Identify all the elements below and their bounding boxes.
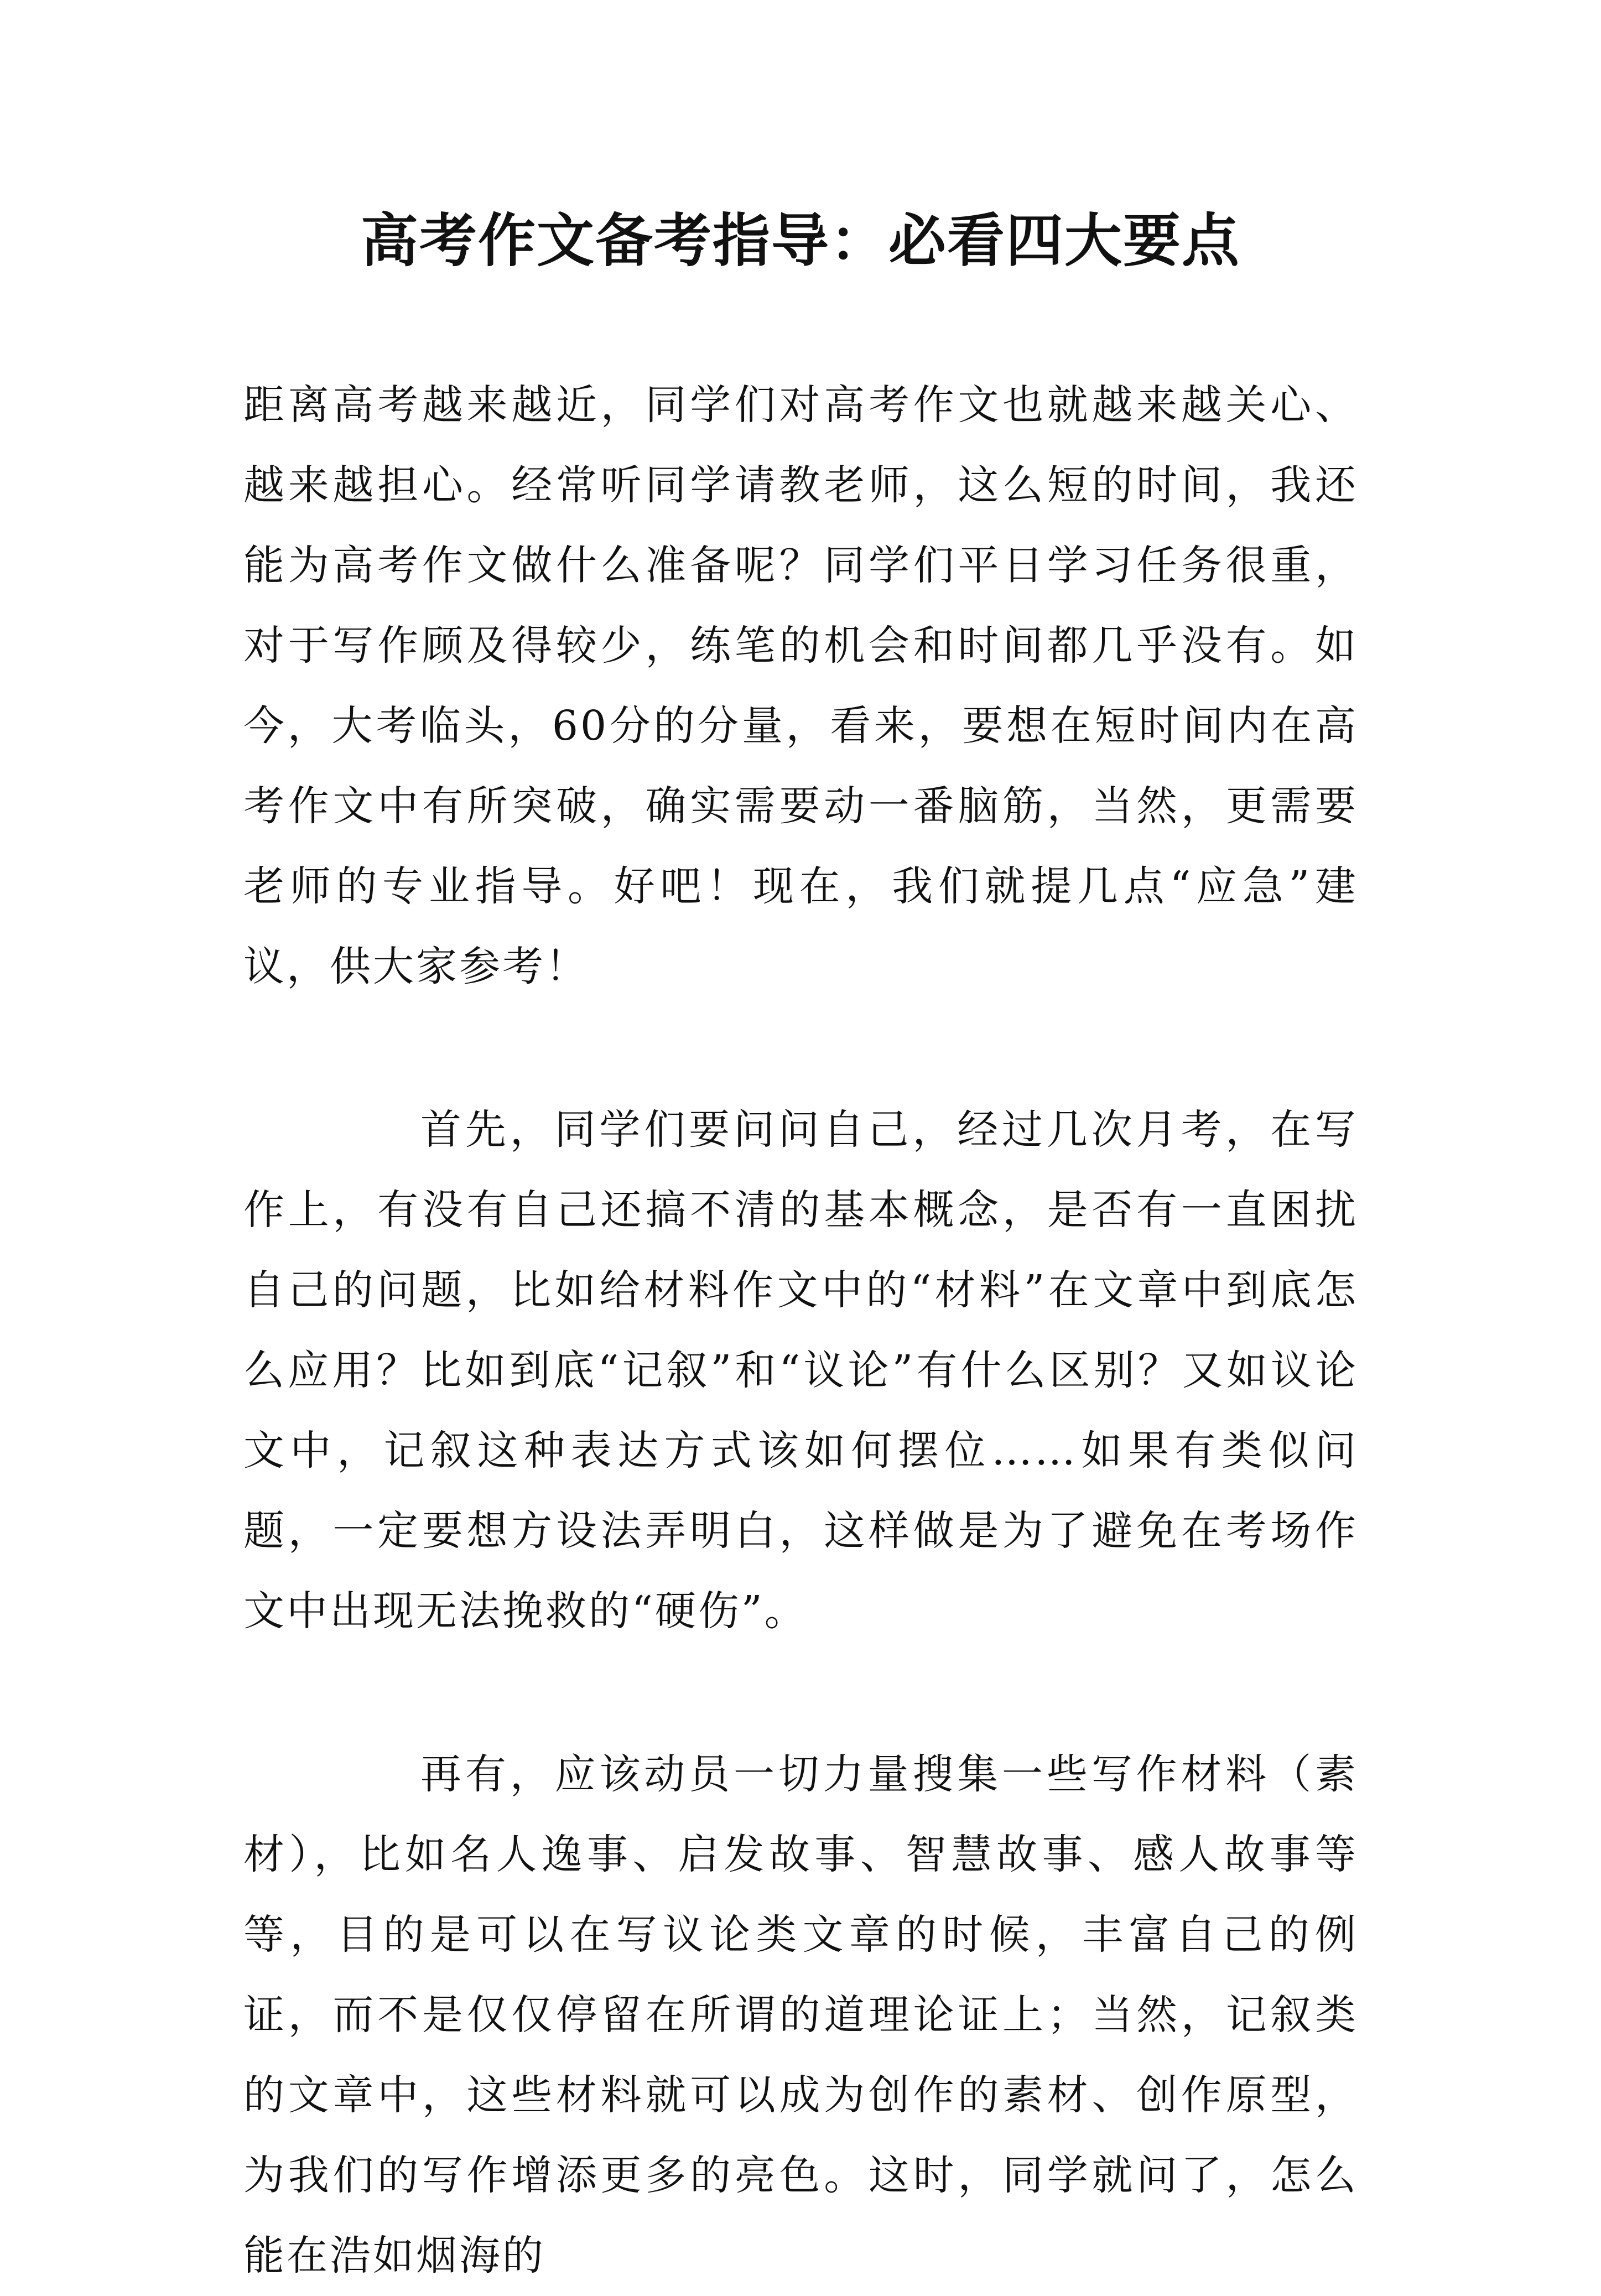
paragraph-intro: 距离高考越来越近，同学们对高考作文也就越来越关心、越来越担心。经常听同学请教老师，这么短的时间，我还能为高考作文做什么准备呢？同学们平日学习任务很重，对于写作顾及得较少，练笔的机会和时间都几乎没有。如今，大考临头，60分的分量，看来，要想在短时间内在高考作文中有所突破，确实需要动一番脑筋，当然，更需要老师的专业指导。好吧！现在，我们就提几点“应急”建议，供大家参考！	[243, 381, 1358, 990]
paragraph-first-point: 首先，同学们要问问自己，经过几次月考，在写作上，有没有自己还搞不清的基本概念，是否有一直困扰自己的问题，比如给材料作文中的“材料”在文章中到底怎么应用？比如到底“记叙”和“议论”有什么区别？又如议论文中，记叙这种表达方式该如何摆位……如果有类似问题，一定要想方设法弄明白，这样做是为了避免在考场作文中出现无法挽救的“硬伤”。	[243, 1106, 1358, 1635]
document-body	[243, 365, 1358, 2296]
paragraph-second-point: 再有，应该动员一切力量搜集一些写作材料（素材），比如名人逸事、启发故事、智慧故事、感人故事等等，目的是可以在写议论类文章的时候，丰富自己的例证，而不是仅仅停留在所谓的道理论证上；当然，记叙类的文章中，这些材料就可以成为创作的素材、创作原型，为我们的写作增添更多的亮色。这时，同学就问了，怎么能在浩如烟海的	[243, 1750, 1358, 2279]
document-title: 高考作文备考指导：必看四大要点	[360, 206, 1240, 274]
